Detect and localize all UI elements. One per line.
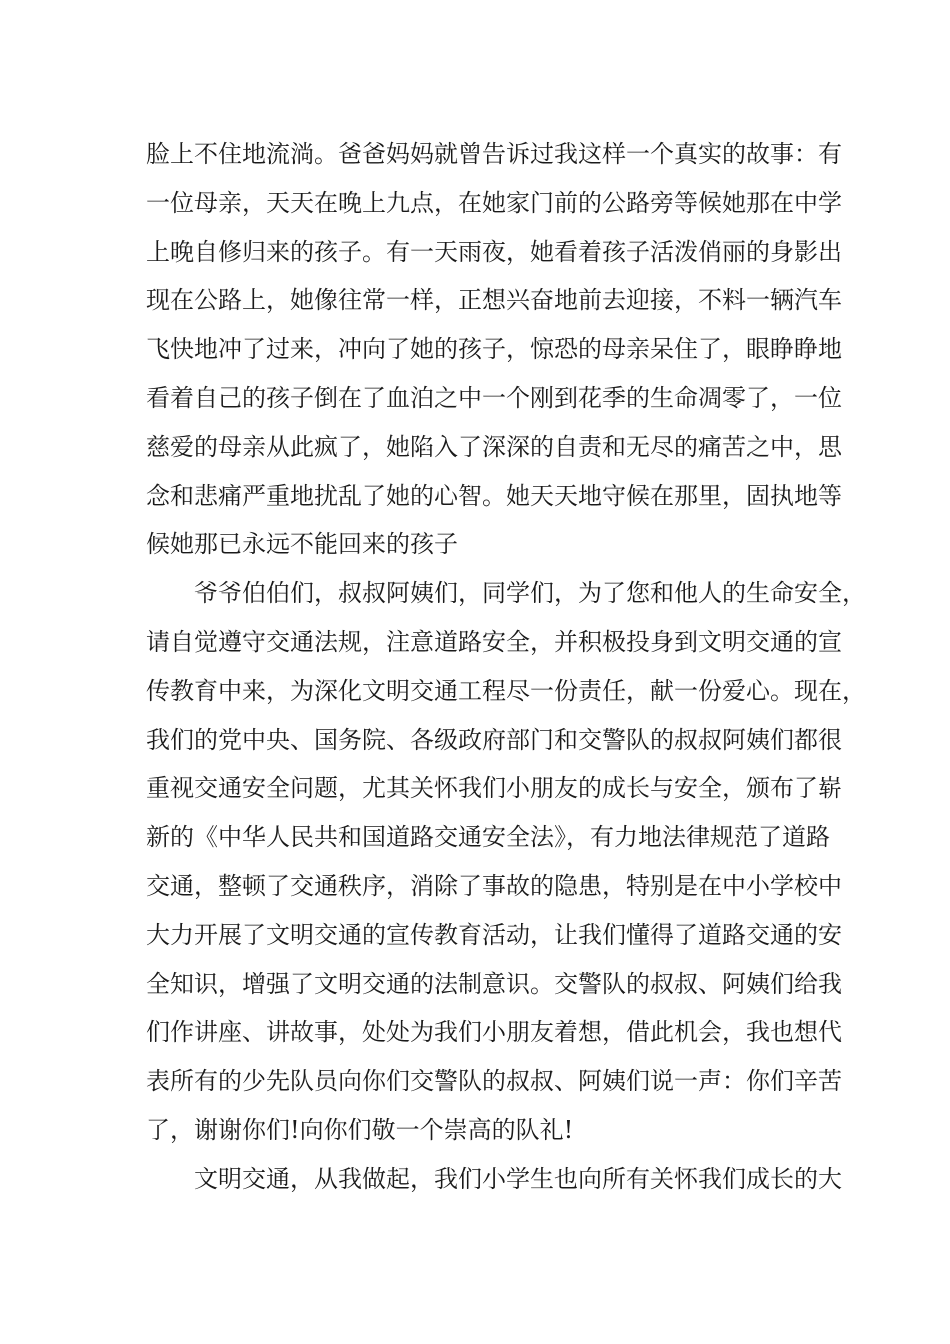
text-line: 脸上不住地流淌。爸爸妈妈就曾告诉过我这样一个真实的故事：有 xyxy=(146,140,842,168)
text-line: 们作讲座、讲故事，处处为我们小朋友着想，借此机会，我也想代 xyxy=(146,1018,842,1047)
text-line: 新的《中华人民共和国道路交通安全法》，有力地法律规范了道路 xyxy=(146,823,830,852)
text-line: 交通，整顿了交通秩序，消除了事故的隐患，特别是在中小学校中 xyxy=(146,871,842,900)
paragraph xyxy=(146,130,842,569)
text-line: 候她那已永远不能回来的孩子 xyxy=(146,530,458,559)
text-line: 我们的党中央、国务院、各级政府部门和交警队的叔叔阿姨们都很 xyxy=(146,725,842,754)
text-line: 了，谢谢你们!向你们敬一个崇高的队礼! xyxy=(146,1115,574,1144)
text-line: 现在公路上，她像往常一样，正想兴奋地前去迎接，不料一辆汽车 xyxy=(146,286,842,315)
text-line: 文明交通，从我做起，我们小学生也向所有关怀我们成长的大 xyxy=(194,1164,842,1193)
text-line: 念和悲痛严重地扰乱了她的心智。她天天地守候在那里，固执地等 xyxy=(146,481,842,510)
text-line: 慈爱的母亲从此疯了，她陷入了深深的自责和无尽的痛苦之中，思 xyxy=(146,432,842,461)
text-line: 表所有的少先队员向你们交警队的叔叔、阿姨们说一声：你们辛苦 xyxy=(146,1067,842,1096)
document-body xyxy=(146,130,866,1204)
text-line: 重视交通安全问题，尤其关怀我们小朋友的成长与安全，颁布了崭 xyxy=(146,774,842,803)
paragraph xyxy=(146,569,866,1155)
text-line: 大力开展了文明交通的宣传教育活动，让我们懂得了道路交通的安 xyxy=(146,920,842,949)
text-line: 上晚自修归来的孩子。有一天雨夜，她看着孩子活泼俏丽的身影出 xyxy=(146,237,842,266)
text-line: 传教育中来，为深化文明交通工程尽一份责任，献一份爱心。现在， xyxy=(146,676,866,705)
text-line: 全知识，增强了文明交通的法制意识。交警队的叔叔、阿姨们给我 xyxy=(146,969,842,998)
text-line: 一位母亲，天天在晚上九点，在她家门前的公路旁等候她那在中学 xyxy=(146,188,842,217)
text-line: 飞快地冲了过来，冲向了她的孩子，惊恐的母亲呆住了，眼睁睁地 xyxy=(146,335,842,364)
text-line: 请自觉遵守交通法规，注意道路安全，并积极投身到文明交通的宣 xyxy=(146,627,842,656)
text-line: 看着自己的孩子倒在了血泊之中一个刚到花季的生命凋零了，一位 xyxy=(146,383,842,412)
paragraph xyxy=(146,1155,842,1204)
text-line: 爷爷伯伯们，叔叔阿姨们，同学们，为了您和他人的生命安全， xyxy=(194,579,866,608)
